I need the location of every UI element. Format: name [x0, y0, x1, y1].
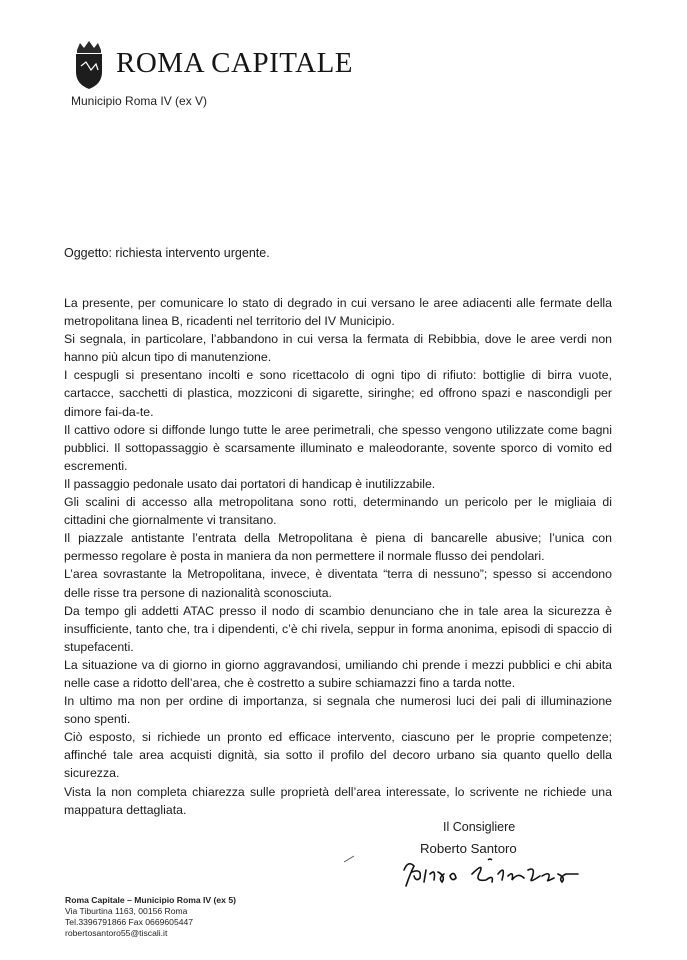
body-paragraph: La situazione va di giorno in giorno aggravandosi, umiliando chi prende i mezzi pubblici e chi abita nelle case a ridotto dell’area, che è costretto a subire schiamazzi fino a tarda notte.: [64, 657, 612, 690]
body-paragraph: Da tempo gli addetti ATAC presso il nodo di scambio denunciano che in tale area la sicurezza è insufficiente, tanto che, tra i dipendenti, c’è chi rivela, seppur in forma anonima, episodi di spaccio di stupefacenti.: [64, 603, 612, 654]
body-paragraph: Il cattivo odore si diffonde lungo tutte le aree perimetrali, che spesso vengono utilizzate come bagni pubblici. Il sottopassaggio è scarsamente illuminato e maleodorante, sovente sporco di vomito ed escrementi.: [64, 422, 612, 473]
footer-address: Via Tiburtina 1163, 00156 Roma: [65, 906, 188, 916]
body-paragraph: Ciò esposto, si richiede un pronto ed efficace intervento, ciascuno per le proprie competenze; affinché tale area acquisti dignità, sia sotto il profilo del decoro urbano sia quanto quello della sicurezza.: [64, 730, 612, 781]
body-paragraph: Gli scalini di accesso alla metropolitana sono rotti, determinando un pericolo per le migliaia di cittadini che giornalmente vi transitano.: [64, 495, 612, 528]
body-paragraph: In ultimo ma non per ordine di importanza, si segnala che numerosi luci dei pali di illuminazione sono spenti.: [64, 694, 612, 727]
tick-mark-icon: [343, 855, 355, 863]
footer-phone: Tel.3396791866 Fax 0669605447: [65, 917, 194, 927]
footer-email[interactable]: robertosantoro55@tiscali.it: [65, 928, 168, 938]
footer-contact: [65, 895, 236, 939]
roma-crest-icon: [72, 40, 106, 90]
footer-title: Roma Capitale – Municipio Roma IV (ex 5): [65, 895, 236, 905]
municipio-subtitle: Municipio Roma IV (ex V): [71, 94, 208, 108]
body-paragraph: Il passaggio pedonale usato dai portatori di handicap è inutilizzabile.: [64, 476, 436, 491]
body-paragraph: Vista la non completa chiarezza sulle proprietà dell’area interessate, lo scrivente ne richiede una mappatura dettagliata.: [64, 784, 612, 817]
body-paragraph: La presente, per comunicare lo stato di degrado in cui versano le aree adiacenti alle fermate della metropolitana linea B, ricadenti nel territorio del IV Municipio.: [64, 296, 612, 329]
signer-title: Il Consigliere: [443, 820, 516, 834]
body-paragraph: I cespugli si presentano incolti e sono ricettacolo di ogni tipo di rifiuto: bottiglie di birra vuote, cartacce, sacchetti di plastica, mozziconi di sigarette, siringhe; ed offrono spazi e nascondigli per dimore fai-da-te.: [64, 368, 612, 419]
body-paragraph: Il piazzale antistante l’entrata della Metropolitana è piena di bancarelle abusive; l’unica con permesso regolare è posta in maniera da non permettere il normale flusso dei pendolari.: [64, 531, 612, 564]
body-paragraph: Si segnala, in particolare, l’abbandono in cui versa la fermata di Rebibbia, dove le aree verdi non hanno più alcun tipo di manutenzione.: [64, 332, 612, 365]
brand-title: ROMA CAPITALE: [116, 47, 353, 79]
letter-body: [64, 294, 612, 819]
body-paragraph: L’area sovrastante la Metropolitana, invece, è diventata “terra di nessuno”; spesso si accendono delle risse tra persone di nazionalità sconosciuta.: [64, 567, 612, 600]
subject-line: Oggetto: richiesta intervento urgente.: [64, 246, 270, 260]
handwritten-signature: [402, 852, 602, 892]
signer-name: Roberto Santoro: [420, 841, 517, 856]
